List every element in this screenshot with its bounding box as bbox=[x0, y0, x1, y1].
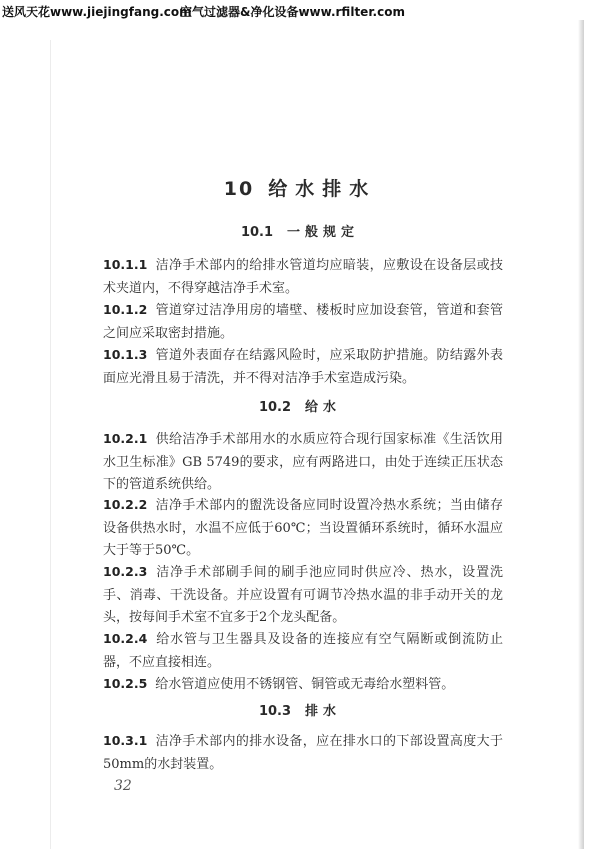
clause-text: 洁净手术部内的给排水管道均应暗装，应敷设在设备层或技术夹道内，不得穿越洁净手术室。 bbox=[103, 258, 503, 296]
clause-text: 管道穿过洁净用房的墙壁、楼板时应加设套管，管道和套管之间应采取密封措施。 bbox=[103, 303, 503, 341]
page-left-edge bbox=[50, 40, 51, 849]
section-name: 一般规定 bbox=[287, 225, 360, 240]
clause-text: 给水管道应使用不锈钢管、铜管或无毒给水塑料管。 bbox=[155, 677, 455, 692]
clause-text: 洁净手术部内的排水设备，应在排水口的下部设置高度大于50mm的水封装置。 bbox=[103, 734, 503, 772]
clause-number: 10.1.1 bbox=[103, 257, 148, 272]
clause-text: 给水管与卫生器具及设备的连接应有空气隔断或倒流防止器，不应直接相连。 bbox=[103, 632, 503, 670]
clause-number: 10.2.3 bbox=[103, 564, 148, 579]
section-number: 10.3 bbox=[258, 704, 292, 719]
header-site-1: 送风天花www.jiejingfang.com bbox=[2, 5, 192, 19]
clause-10-2-1 bbox=[103, 428, 503, 497]
section-name: 排水 bbox=[305, 704, 342, 719]
clause-10-1-1 bbox=[103, 254, 503, 300]
clause-number: 10.2.2 bbox=[103, 497, 148, 512]
section-name: 给水 bbox=[305, 400, 342, 415]
clause-10-2-2 bbox=[103, 494, 503, 563]
clause-number: 10.1.2 bbox=[103, 302, 148, 317]
clause-10-2-4 bbox=[103, 628, 503, 674]
clause-text: 供给洁净手术部用水的水质应符合现行国家标准《生活饮用水卫生标准》GB 5749的要求，应有两路进口，由处于连续正压状态下的管道系统供给。 bbox=[103, 432, 503, 492]
page-right-edge bbox=[578, 20, 584, 849]
clause-10-2-3 bbox=[103, 561, 503, 630]
chapter-title bbox=[0, 174, 600, 201]
clause-text: 洁净手术部内的盥洗设备应同时设置冷热水系统；当由储存设备供热水时，水温不应低于60℃；当设置循环系统时，循环水温应大于等于50℃。 bbox=[103, 498, 503, 558]
clause-number: 10.2.4 bbox=[103, 631, 148, 646]
clause-number: 10.1.3 bbox=[103, 347, 148, 362]
chapter-name: 给水排水 bbox=[268, 178, 377, 200]
clause-10-1-2 bbox=[103, 299, 503, 345]
page-number: 32 bbox=[114, 778, 132, 794]
chapter-number: 10 bbox=[223, 178, 255, 200]
watermark-header bbox=[0, 0, 600, 22]
section-number: 10.2 bbox=[258, 400, 292, 415]
clause-text: 管道外表面存在结露风险时，应采取防护措施。防结露外表面应光滑且易于清洗，并不得对洁净手术室造成污染。 bbox=[103, 348, 503, 386]
clause-number: 10.2.1 bbox=[103, 431, 148, 446]
clause-10-3-1 bbox=[103, 730, 503, 776]
clause-number: 10.2.5 bbox=[103, 676, 148, 691]
clause-10-1-3 bbox=[103, 344, 503, 390]
section-number: 10.1 bbox=[240, 225, 274, 240]
header-site-2: 空气过滤器&净化设备www.rfilter.com bbox=[180, 5, 405, 19]
section-title-10-1 bbox=[0, 221, 600, 240]
clause-number: 10.3.1 bbox=[103, 733, 148, 748]
clause-10-2-5 bbox=[103, 673, 503, 697]
clause-text: 洁净手术部刷手间的刷手池应同时供应冷、热水，设置洗手、消毒、干洗设备。并应设置有可调节冷热水温的非手动开关的龙头，按每间手术室不宜多于2个龙头配备。 bbox=[103, 565, 503, 625]
section-title-10-3 bbox=[0, 700, 600, 719]
section-title-10-2 bbox=[0, 396, 600, 415]
